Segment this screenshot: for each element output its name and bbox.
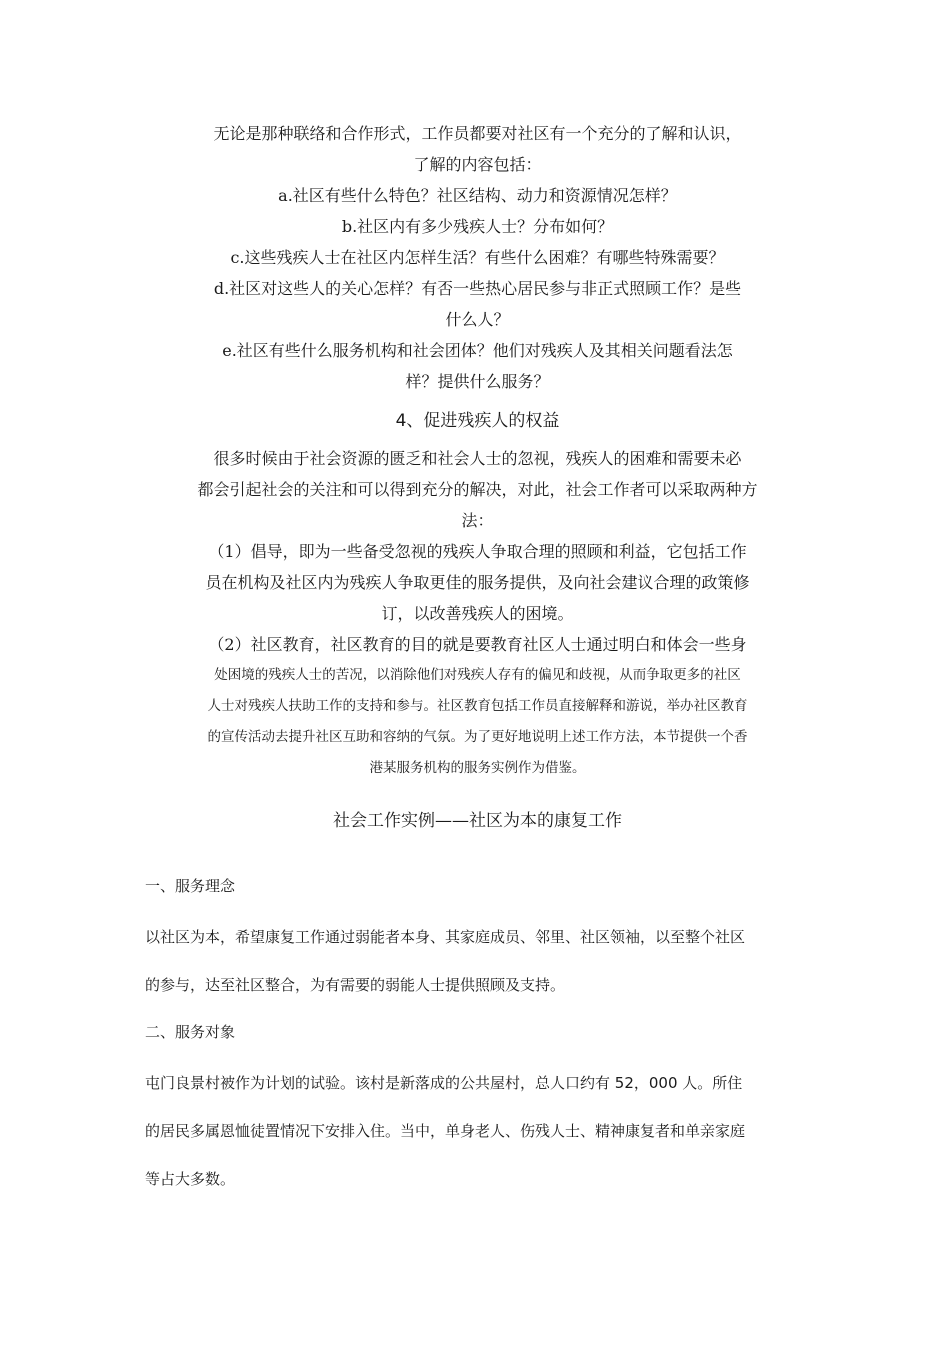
service-heading: 一、服务理念 (145, 877, 236, 895)
paragraph-line: 处困境的残疾人士的苦况，以消除他们对残疾人存有的偏见和歧视，从而争取更多的社区 (214, 667, 741, 683)
question-e: e.社区有些什么服务机构和社会团体？他们对残疾人及其相关问题看法怎 (222, 341, 733, 360)
case-title: 社会工作实例——社区为本的康复工作 (333, 811, 622, 831)
target-line: 的居民多属恩恤徒置情况下安排入住。当中，单身老人、伤残人士、精神康复者和单亲家庭 (145, 1122, 746, 1140)
paragraph-line: 员在机构及社区内为残疾人争取更佳的服务提供，及向社会建议合理的政策修 (205, 573, 750, 592)
target-line: 屯门良景村被作为计划的试验。该村是新落成的公共屋村，总人口约有 52，000 人。所住 (145, 1074, 743, 1092)
section-body (145, 443, 810, 784)
paragraph-line: 的宣传活动去提升社区互助和容纳的气氛。为了更好地说明上述工作方法，本节提供一个香 (207, 729, 748, 745)
intro-line: 了解的内容包括： (413, 155, 542, 174)
paragraph-line: （2）社区教育，社区教育的目的就是要教育社区人士通过明白和体会一些身 (208, 635, 747, 654)
question-e-cont: 样？提供什么服务？ (405, 372, 550, 391)
question-d: d.社区对这些人的关心怎样？有否一些热心居民参与非正式照顾工作？是些 (213, 279, 742, 298)
service-line: 的参与，达至社区整合，为有需要的弱能人士提供照顾及支持。 (145, 976, 566, 994)
paragraph-line: 人士对残疾人扶助工作的支持和参与。社区教育包括工作员直接解释和游说，举办社区教育 (207, 698, 748, 714)
question-a: a.社区有些什么特色？社区结构、动力和资源情况怎样？ (278, 186, 677, 205)
paragraph-line: 订，以改善残疾人的困境。 (381, 604, 574, 623)
target-line: 等占大多数。 (145, 1170, 236, 1188)
question-c: c.这些残疾人士在社区内怎样生活？有些什么困难？有哪些特殊需要？ (230, 248, 725, 267)
service-line: 以社区为本，希望康复工作通过弱能者本身、其家庭成员、邻里、社区领袖，以至整个社区 (145, 928, 746, 946)
paragraph-line: （1）倡导，即为一些备受忽视的残疾人争取合理的照顾和利益，它包括工作 (208, 542, 747, 561)
section-heading: 4、促进残疾人的权益 (395, 411, 560, 431)
target-heading: 二、服务对象 (145, 1023, 236, 1041)
paragraph-line: 都会引起社会的关注和可以得到充分的解决，对此，社会工作者可以采取两种方 (197, 480, 758, 499)
intro-line: 无论是那种联络和合作形式，工作员都要对社区有一个充分的了解和认识， (213, 124, 742, 143)
question-b: b.社区内有多少残疾人士？分布如何？ (341, 217, 614, 236)
question-d-cont: 什么人？ (445, 310, 510, 329)
paragraph-line: 很多时候由于社会资源的匮乏和社会人士的忽视，残疾人的困难和需要未必 (213, 449, 742, 468)
intro-block (145, 118, 810, 397)
document-page (145, 118, 810, 1191)
paragraph-line: 港某服务机构的服务实例作为借鉴。 (369, 760, 586, 776)
paragraph-line: 法： (461, 511, 494, 530)
